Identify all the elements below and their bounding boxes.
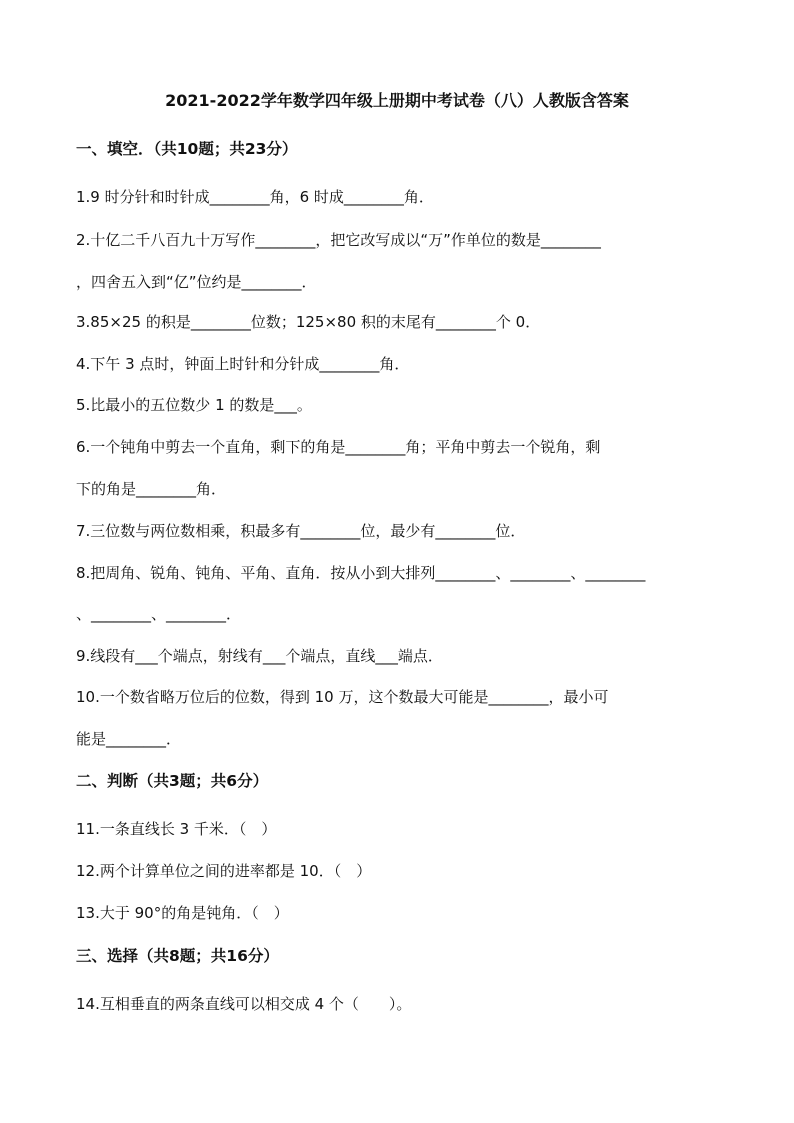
question-8-continued: 、________、________． — [76, 605, 242, 623]
question-11: 11.一条直线长 3 千米．（ ） — [76, 820, 277, 838]
question-6: 6.一个钝角中剪去一个直角，剩下的角是________角；平角中剪去一个锐角，剩 — [76, 438, 601, 456]
section-fill-in-header: 一、填空．（共10题；共23分） — [76, 140, 298, 158]
exam-title: 2021-2022学年数学四年级上册期中考试卷（八）人教版含答案 — [165, 91, 629, 110]
question-2: 2.十亿二千八百九十万写作________，把它改写成以“万”作单位的数是________ — [76, 231, 601, 249]
question-2-continued: ，四舍五入到“亿”位约是________． — [76, 273, 317, 291]
question-1: 1.9 时分针和时针成________角，6 时成________角． — [76, 188, 434, 206]
question-6-continued: 下的角是________角． — [76, 480, 227, 498]
question-8: 8.把周角、锐角、钝角、平角、直角．按从小到大排列________、________、________ — [76, 564, 646, 582]
question-3: 3.85×25 的积是________位数；125×80 积的末尾有________个 0． — [76, 313, 541, 331]
question-14: 14.互相垂直的两条直线可以相交成 4 个（ ）。 — [76, 995, 412, 1013]
question-4: 4.下午 3 点时，钟面上时针和分针成________角． — [76, 355, 410, 373]
question-5: 5.比最小的五位数少 1 的数是___。 — [76, 396, 312, 414]
question-10-continued: 能是________． — [76, 730, 182, 748]
section-choice-header: 三、选择（共8题；共16分） — [76, 947, 279, 965]
question-10: 10.一个数省略万位后的位数，得到 10 万，这个数最大可能是________，最小可 — [76, 688, 609, 706]
question-12: 12.两个计算单位之间的进率都是 10．（ ） — [76, 862, 372, 880]
question-7: 7.三位数与两位数相乘，积最多有________位，最少有________位． — [76, 522, 526, 540]
question-13: 13.大于 90°的角是钝角．（ ） — [76, 904, 289, 922]
question-9: 9.线段有___个端点，射线有___个端点，直线___端点． — [76, 647, 443, 665]
section-judgment-header: 二、判断（共3题；共6分） — [76, 772, 269, 790]
